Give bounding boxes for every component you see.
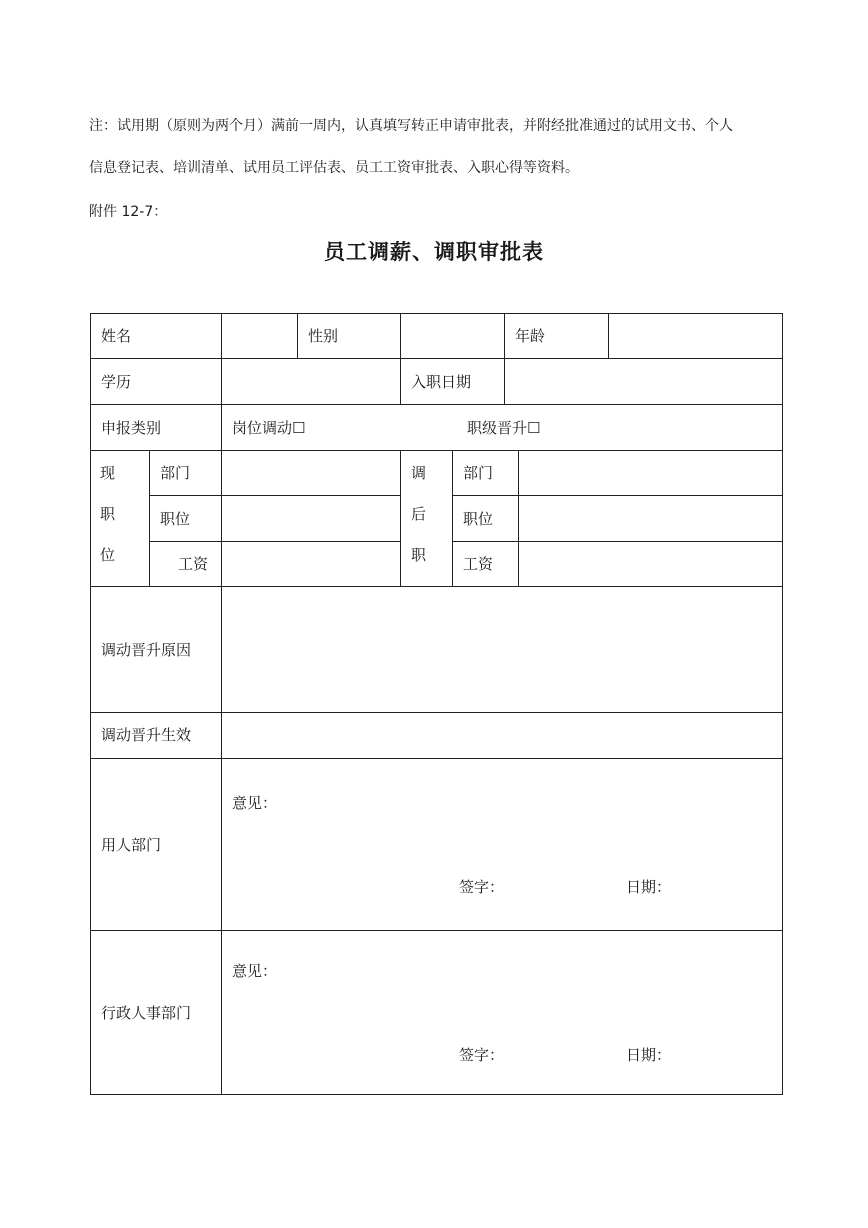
age-label: 年龄 bbox=[515, 327, 546, 345]
current-position-char-1: 现 bbox=[100, 464, 116, 482]
note-line-1: 注：试用期（原则为两个月）满前一周内，认真填写转正申请审批表，并附经批准通过的试用文书、个人 bbox=[89, 118, 733, 134]
current-position-char-3: 位 bbox=[100, 546, 116, 564]
after-position-label: 职位 bbox=[463, 510, 494, 528]
attachment-label: 附件 12-7： bbox=[89, 204, 168, 220]
hiring-dept-signature-label: 签字： bbox=[459, 878, 505, 896]
hire-date-label: 入职日期 bbox=[411, 373, 472, 391]
effective-label: 调动晋升生效 bbox=[101, 726, 192, 744]
name-label: 姓名 bbox=[101, 327, 132, 345]
after-position-char-2: 后 bbox=[411, 505, 427, 523]
current-position-label: 职位 bbox=[160, 510, 191, 528]
after-position-char-3: 职 bbox=[411, 546, 427, 564]
education-label: 学历 bbox=[101, 373, 132, 391]
form-title: 员工调薪、调职审批表 bbox=[324, 240, 544, 264]
hiring-dept-date-label: 日期： bbox=[626, 878, 672, 896]
apply-type-label: 申报类别 bbox=[101, 419, 162, 437]
hr-dept-opinion-label: 意见： bbox=[232, 962, 278, 980]
hr-dept-signature-label: 签字： bbox=[459, 1046, 505, 1064]
current-position-char-2: 职 bbox=[100, 505, 116, 523]
hr-dept-date-label: 日期： bbox=[626, 1046, 672, 1064]
after-position-char-1: 调 bbox=[411, 464, 427, 482]
option-transfer-checkbox[interactable]: 岗位调动☐ bbox=[232, 419, 306, 437]
hiring-dept-opinion-label: 意见： bbox=[232, 794, 278, 812]
current-salary-label: 工资 bbox=[178, 555, 209, 573]
hr-dept-label: 行政人事部门 bbox=[101, 1004, 192, 1022]
after-department-label: 部门 bbox=[463, 464, 494, 482]
hiring-dept-label: 用人部门 bbox=[101, 836, 162, 854]
gender-label: 性别 bbox=[308, 327, 339, 345]
after-salary-label: 工资 bbox=[463, 555, 494, 573]
option-promotion-checkbox[interactable]: 职级晋升☐ bbox=[467, 419, 541, 437]
note-line-2: 信息登记表、培训清单、试用员工评估表、员工工资审批表、入职心得等资料。 bbox=[89, 160, 579, 176]
reason-label: 调动晋升原因 bbox=[101, 641, 192, 659]
current-department-label: 部门 bbox=[160, 464, 191, 482]
